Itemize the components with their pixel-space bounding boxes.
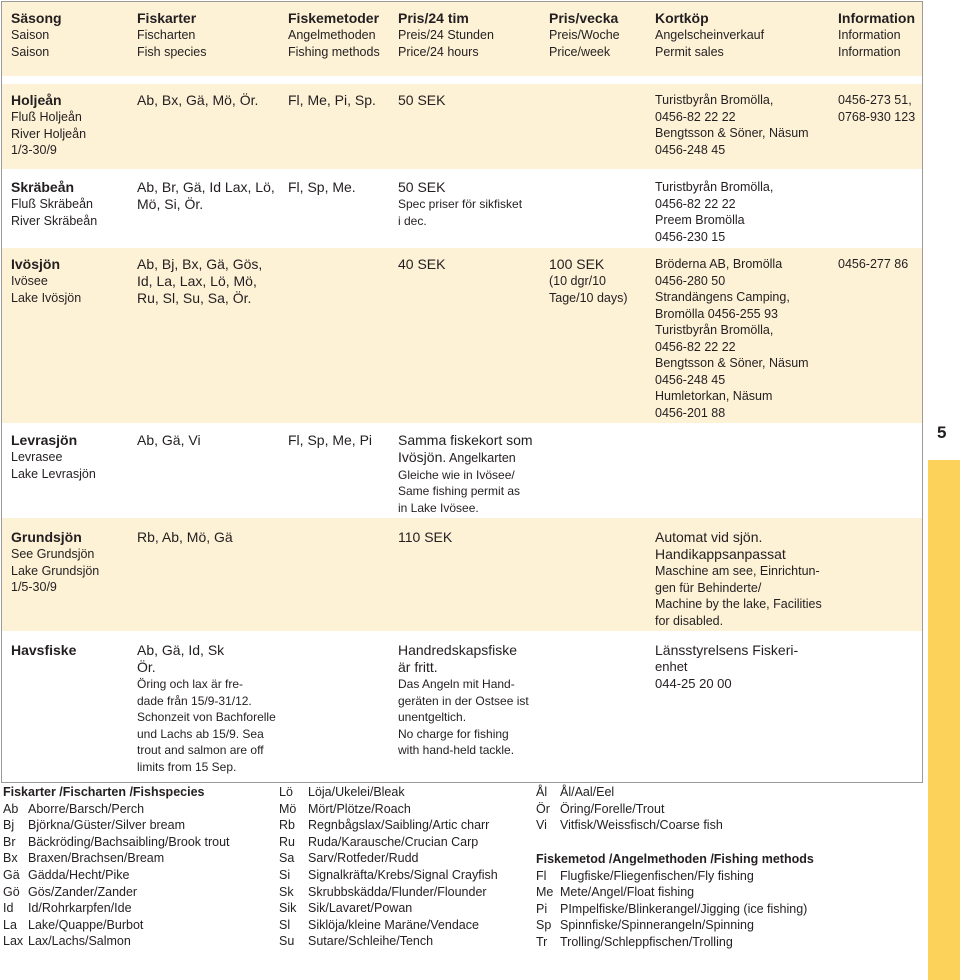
row-price24-line: 40 SEK	[398, 256, 446, 272]
row-methods-line: Fl, Sp, Me, Pi	[288, 432, 373, 448]
header-species-line: Fish species	[137, 44, 207, 59]
legend-item	[3, 884, 230, 901]
row-price24-note-line: i dec.	[398, 213, 427, 228]
row-price24-note-line: unentgeltich.	[398, 710, 467, 724]
legend-item	[279, 850, 498, 867]
row-species-line: Rb, Ab, Mö, Gä	[137, 529, 233, 545]
row-name	[11, 529, 99, 596]
row-purchase-line: Turistbyrån Bromölla,	[655, 323, 774, 337]
row-name-line: 1/5-30/9	[11, 580, 57, 594]
legend-desc: Ruda/Karausche/Crucian Carp	[308, 834, 479, 849]
legend-abbr: Sl	[279, 917, 291, 932]
header-info-line: Information	[838, 28, 901, 42]
row-methods	[288, 432, 372, 449]
row-price24-note-line: Das Angeln mit Hand-	[398, 677, 515, 691]
row-purchase-note-line: gen für Behinderte/	[655, 580, 762, 595]
legend-species-col3	[536, 784, 723, 834]
row-price24	[398, 432, 533, 516]
legend-item	[3, 801, 230, 818]
legend-abbr: Rb	[279, 818, 295, 833]
legend-methods	[536, 851, 814, 951]
legend-item	[3, 850, 230, 867]
legend-desc: Regnbågslax/Saibling/Artic charr	[308, 818, 490, 833]
legend-abbr: Sp	[536, 918, 552, 933]
header-species	[137, 10, 206, 60]
legend-desc: Sarv/Rotfeder/Rudd	[308, 851, 419, 866]
row-name	[11, 92, 86, 159]
legend-abbr: Ål	[536, 785, 548, 799]
header-species-line: Fischarten	[137, 28, 196, 42]
row-name-line: River Holjeån	[11, 126, 87, 141]
row-info	[838, 92, 915, 125]
legend-desc: Sutare/Schleihe/Tench	[308, 934, 434, 949]
row-price24-inline: Angelkarten	[446, 451, 516, 465]
legend-abbr: Bj	[3, 818, 15, 833]
legend-desc: Gädda/Hecht/Pike	[28, 867, 130, 882]
row-info-line: 0456-277 86	[838, 257, 909, 271]
row-price24-line: Handredskapsfiske	[398, 642, 518, 658]
legend-desc: Spinnfiske/Spinnerangeln/Spinning	[560, 918, 754, 933]
legend-item	[3, 817, 230, 834]
row-purchase-line: Länsstyrelsens Fiskeri-	[655, 642, 799, 658]
row-purchase	[655, 179, 773, 245]
legend-abbr: Sik	[279, 901, 297, 916]
row-purchase	[655, 529, 822, 629]
row-price24-line: 50 SEK	[398, 179, 446, 195]
row-purchase-line: Bromölla 0456-255 93	[655, 306, 778, 321]
row-purchase	[655, 256, 809, 421]
row-name	[11, 179, 97, 229]
legend-abbr: Br	[3, 834, 16, 849]
legend-item	[3, 900, 230, 917]
legend-desc: Skrubbskädda/Flunder/Flounder	[308, 884, 487, 899]
row-species-line: Ab, Bj, Bx, Gä, Gös,	[137, 256, 263, 272]
row-name-line: Havsfiske	[11, 642, 77, 658]
row-methods-line: Fl, Sp, Me.	[288, 179, 356, 195]
header-info-line: Information	[838, 10, 915, 26]
row-species-line: Ab, Bx, Gä, Mö, Ör.	[137, 92, 259, 108]
legend-abbr: Ab	[3, 801, 19, 816]
row-name	[11, 642, 76, 659]
legend-item	[536, 801, 723, 818]
header-purchase-line: Angelscheinverkauf	[655, 28, 765, 42]
row-info-line: 0768-930 123	[838, 109, 916, 124]
row-methods-line: Fl, Me, Pi, Sp.	[288, 92, 376, 108]
legend-abbr: La	[3, 917, 17, 932]
row-purchase-note-line: enhet	[655, 659, 688, 674]
legend-abbr: Su	[279, 934, 295, 949]
legend-item	[536, 901, 814, 918]
legend-item	[279, 933, 498, 950]
header-methods	[288, 10, 380, 60]
header-season	[11, 10, 62, 60]
page-number: 5	[937, 423, 947, 442]
legend-item	[279, 884, 498, 901]
legend-desc: Aborre/Barsch/Perch	[28, 801, 145, 816]
row-priceweek-line: (10 dgr/10	[549, 274, 606, 288]
legend-abbr: Ru	[279, 834, 295, 849]
header-season-line: Säsong	[11, 10, 62, 26]
legend-desc: Siklöja/kleine Maräne/Vendace	[308, 917, 479, 932]
legend-item	[279, 801, 498, 818]
row-purchase-line: Bengtsson & Söner, Näsum	[655, 126, 809, 140]
row-price24-note-line: in Lake Ivösee.	[398, 500, 479, 515]
legend-desc: Löja/Ukelei/Bleak	[308, 785, 405, 799]
legend-item	[536, 917, 814, 934]
legend-desc: Signalkräfta/Krebs/Signal Crayfish	[308, 867, 498, 882]
legend-item	[279, 900, 498, 917]
row-price24	[398, 92, 445, 109]
row-purchase-line: Automat vid sjön.	[655, 529, 763, 545]
row-purchase-line: 0456-230 15	[655, 229, 726, 244]
header-methods-line: Fiskemetoder	[288, 10, 380, 26]
row-price24-note-line: Spec priser för sikfisket	[398, 197, 523, 211]
header-priceweek-line: Preis/Woche	[549, 28, 620, 42]
row-price24	[398, 179, 522, 229]
legend-abbr: Bx	[3, 851, 18, 866]
row-priceweek	[549, 256, 628, 306]
row-species-note-line: und Lachs ab 15/9. Sea	[137, 726, 264, 741]
row-purchase	[655, 642, 798, 692]
row-name-line: Lake Ivösjön	[11, 290, 82, 305]
legend-desc: Björkna/Güster/Silver bream	[28, 818, 186, 833]
row-purchase-line: Humletorkan, Näsum	[655, 389, 773, 403]
row-species-note-line: dade från 15/9-31/12.	[137, 693, 252, 708]
fishing-table	[1, 1, 923, 783]
legend-item	[536, 784, 723, 801]
row-species	[137, 179, 275, 213]
legend-abbr: Pi	[536, 901, 548, 916]
row-price24-note-line: No charge for fishing	[398, 726, 509, 741]
legend-abbr: Vi	[536, 818, 547, 833]
header-methods-line: Fishing methods	[288, 44, 380, 59]
row-species-note-line: Schonzeit von Bachforelle	[137, 710, 276, 724]
row-price24	[398, 529, 452, 546]
legend-desc: Flugfiske/Fliegenfischen/Fly fishing	[560, 868, 754, 883]
header-purchase-line: Kortköp	[655, 10, 709, 26]
legend-desc: Vitfisk/Weissfisch/Coarse fish	[560, 818, 723, 833]
legend-abbr: Gö	[3, 884, 20, 899]
row-purchase-line: Preem Bromölla	[655, 213, 745, 227]
row-species	[137, 432, 201, 449]
legend-abbr: Fl	[536, 868, 547, 883]
header-season-line: Saison	[11, 44, 50, 59]
legend-item	[279, 817, 498, 834]
row-name-line: Fluß Skräbeån	[11, 197, 93, 211]
row-name-line: Lake Levrasjön	[11, 466, 96, 481]
legend-desc: PImpelfiske/Blinkerangel/Jigging (ice fishing)	[560, 901, 808, 916]
legend-desc: Gös/Zander/Zander	[28, 884, 138, 899]
row-species	[137, 92, 258, 109]
row-price24-line: Samma fiskekort som	[398, 432, 533, 448]
legend-desc: Braxen/Brachsen/Bream	[28, 851, 165, 866]
legend-desc: Bäckröding/Bachsaibling/Brook trout	[28, 834, 230, 849]
row-purchase-line: Strandängens Camping,	[655, 290, 790, 304]
legend-desc: Öring/Forelle/Trout	[560, 801, 665, 816]
legend-abbr: Sk	[279, 884, 294, 899]
row-name	[11, 432, 96, 482]
row-priceweek-line: Tage/10 days)	[549, 290, 628, 305]
row-purchase-line: 0456-248 45	[655, 372, 726, 387]
legend-desc: Sik/Lavaret/Powan	[308, 901, 413, 916]
legend-desc: Mört/Plötze/Roach	[308, 801, 411, 816]
legend-abbr: Me	[536, 885, 554, 900]
row-species-line: Mö, Si, Ör.	[137, 196, 204, 212]
row-name-line: Skräbeån	[11, 179, 75, 195]
header-purchase-line: Permit sales	[655, 44, 724, 59]
legend-desc: Trolling/Schleppfischen/Trolling	[560, 934, 733, 949]
row-name-line: Grundsjön	[11, 529, 82, 545]
header-price24	[398, 10, 494, 60]
row-species	[137, 256, 262, 307]
legend-abbr: Mö	[279, 801, 297, 816]
row-name-line: Ivösjön	[11, 256, 61, 272]
row-price24-line: Ivösjön. Angelkarten	[398, 449, 516, 465]
row-purchase	[655, 92, 809, 158]
row-price24-note-line: geräten in der Ostsee ist	[398, 693, 529, 708]
legend-item	[536, 817, 723, 834]
header-methods-line: Angelmethoden	[288, 28, 376, 42]
row-species-line: Ab, Gä, Id, Sk	[137, 642, 225, 658]
row-species-line: Ru, Sl, Su, Sa, Ör.	[137, 290, 252, 306]
header-priceweek	[549, 10, 620, 60]
row-species-line: Ab, Br, Gä, Id Lax, Lö,	[137, 179, 275, 195]
row-name-line: Ivösee	[11, 274, 48, 288]
row-purchase-line: Bengtsson & Söner, Näsum	[655, 356, 809, 370]
legend-item	[279, 917, 498, 934]
legend-item	[279, 834, 498, 851]
row-price24-line: 110 SEK	[398, 529, 453, 545]
header-price24-line: Price/24 hours	[398, 44, 479, 59]
legend-abbr: Si	[279, 867, 291, 882]
row-methods	[288, 179, 356, 196]
row-info	[838, 256, 908, 273]
legend-item	[536, 868, 814, 885]
row-priceweek-line: 100 SEK	[549, 256, 605, 272]
row-species	[137, 642, 276, 775]
row-purchase-line: Turistbyrån Bromölla,	[655, 93, 774, 107]
legend-item	[3, 933, 230, 950]
legend-abbr: Tr	[536, 934, 548, 949]
legend-desc: Lax/Lachs/Salmon	[28, 934, 131, 949]
row-name-line: River Skräbeån	[11, 213, 98, 228]
header-info-line: Information	[838, 44, 901, 59]
legend-abbr: Lax	[3, 934, 24, 949]
header-priceweek-line: Price/week	[549, 44, 611, 59]
header-price24-line: Preis/24 Stunden	[398, 28, 494, 42]
row-purchase-line: 0456-201 88	[655, 405, 726, 420]
legend-item	[536, 934, 814, 951]
yellow-side-tab	[928, 460, 960, 980]
legend-species-col2	[279, 784, 498, 950]
legend-item	[279, 784, 498, 801]
row-name-line: Fluß Holjeån	[11, 110, 82, 124]
header-species-line: Fiskarter	[137, 10, 197, 26]
legend-desc: Lake/Quappe/Burbot	[28, 917, 144, 932]
legend-item	[279, 867, 498, 884]
row-species-line: Id, La, Lax, Lö, Mö,	[137, 273, 257, 289]
legend-desc: Mete/Angel/Float fishing	[560, 885, 695, 900]
row-species-note-line: limits from 15 Sep.	[137, 759, 237, 774]
legend-abbr: Gä	[3, 867, 20, 882]
row-name-line: Levrasee	[11, 450, 63, 464]
row-price24	[398, 256, 445, 273]
row-purchase-line: 0456-82 22 22	[655, 339, 736, 354]
row-name-line: Holjeån	[11, 92, 62, 108]
row-methods	[288, 92, 376, 109]
row-purchase-line: 0456-248 45	[655, 142, 726, 157]
legend-methods-title: Fiskemetod /Angelmethoden /Fishing methods	[536, 852, 814, 866]
row-name-line: Lake Grundsjön	[11, 563, 100, 578]
row-purchase-note-line: for disabled.	[655, 613, 724, 628]
row-price24-note-line: Gleiche wie in Ivösee/	[398, 467, 515, 482]
legend-abbr: Id	[3, 901, 14, 916]
row-name-line: See Grundsjön	[11, 547, 95, 561]
legend-item	[3, 867, 230, 884]
row-price24	[398, 642, 529, 759]
row-price24-line: 50 SEK	[398, 92, 446, 108]
header-season-line: Saison	[11, 28, 50, 42]
row-purchase-line: Handikappsanpassat	[655, 546, 786, 562]
row-purchase-line: Bröderna AB, Bromölla	[655, 257, 783, 271]
header-info	[838, 10, 915, 60]
legend-desc: Ål/Aal/Eel	[560, 785, 615, 799]
header-priceweek-line: Pris/vecka	[549, 10, 619, 26]
row-species-line: Ör.	[137, 659, 156, 675]
header-price24-line: Pris/24 tim	[398, 10, 469, 26]
row-purchase-note-line: 044-25 20 00	[655, 675, 732, 691]
legend-item	[3, 917, 230, 934]
row-purchase-note-line: Machine by the lake, Facilities	[655, 597, 822, 611]
row-price24-note-line: with hand-held tackle.	[398, 743, 515, 757]
legend-desc: Id/Rohrkarpfen/Ide	[28, 901, 132, 916]
row-name-line: Levrasjön	[11, 432, 78, 448]
row-purchase-line: 0456-280 50	[655, 273, 726, 288]
row-purchase-line: Turistbyrån Bromölla,	[655, 180, 774, 194]
legend-item	[536, 884, 814, 901]
header-purchase	[655, 10, 764, 60]
row-purchase-line: 0456-82 22 22	[655, 196, 736, 211]
legend-species-col1-title: Fiskarter /Fischarten /Fishspecies	[3, 785, 205, 799]
legend-abbr: Lö	[279, 785, 293, 799]
row-info-line: 0456-273 51,	[838, 93, 912, 107]
row-price24-line: är fritt.	[398, 659, 438, 675]
row-species	[137, 529, 233, 546]
row-name	[11, 256, 81, 306]
row-price24-note-line: Same fishing permit as	[398, 484, 521, 498]
row-name-line: 1/3-30/9	[11, 143, 57, 157]
row-purchase-note-line: Maschine am see, Einrichtun-	[655, 564, 820, 578]
row-species-note-line: trout and salmon are off	[137, 743, 264, 757]
legend-abbr: Ör	[536, 801, 550, 816]
row-purchase-line: 0456-82 22 22	[655, 109, 736, 124]
legend-species-col1	[3, 784, 230, 950]
row-species-note-line: Öring och lax är fre-	[137, 677, 244, 691]
legend-abbr: Sa	[279, 851, 295, 866]
row-species-line: Ab, Gä, Vi	[137, 432, 201, 448]
legend-item	[3, 834, 230, 851]
